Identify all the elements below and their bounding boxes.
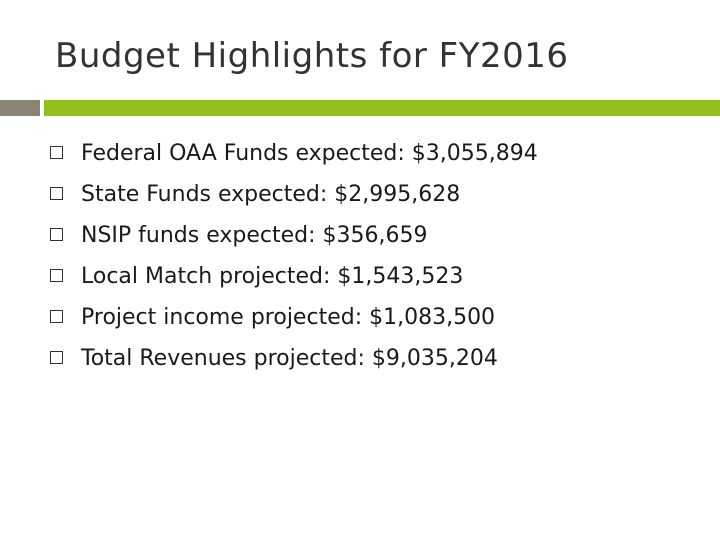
slide-title: Budget Highlights for FY2016 — [55, 36, 569, 76]
checkbox-square-icon — [50, 269, 63, 282]
bullet-text: NSIP funds expected: $356,659 — [81, 223, 428, 248]
bullet-text: State Funds expected: $2,995,628 — [81, 182, 461, 207]
divider-gray-segment — [0, 100, 40, 116]
checkbox-square-icon — [50, 351, 63, 364]
checkbox-square-icon — [50, 187, 63, 200]
bullet-text: Federal OAA Funds expected: $3,055,894 — [81, 141, 538, 166]
checkbox-square-icon — [50, 310, 63, 323]
checkbox-square-icon — [50, 228, 63, 241]
bullet-text: Total Revenues projected: $9,035,204 — [81, 346, 498, 371]
title-divider — [0, 100, 720, 116]
bullet-text: Local Match projected: $1,543,523 — [81, 264, 464, 289]
checkbox-square-icon — [50, 146, 63, 159]
bullet-text: Project income projected: $1,083,500 — [81, 305, 496, 330]
divider-green-segment — [44, 100, 720, 116]
